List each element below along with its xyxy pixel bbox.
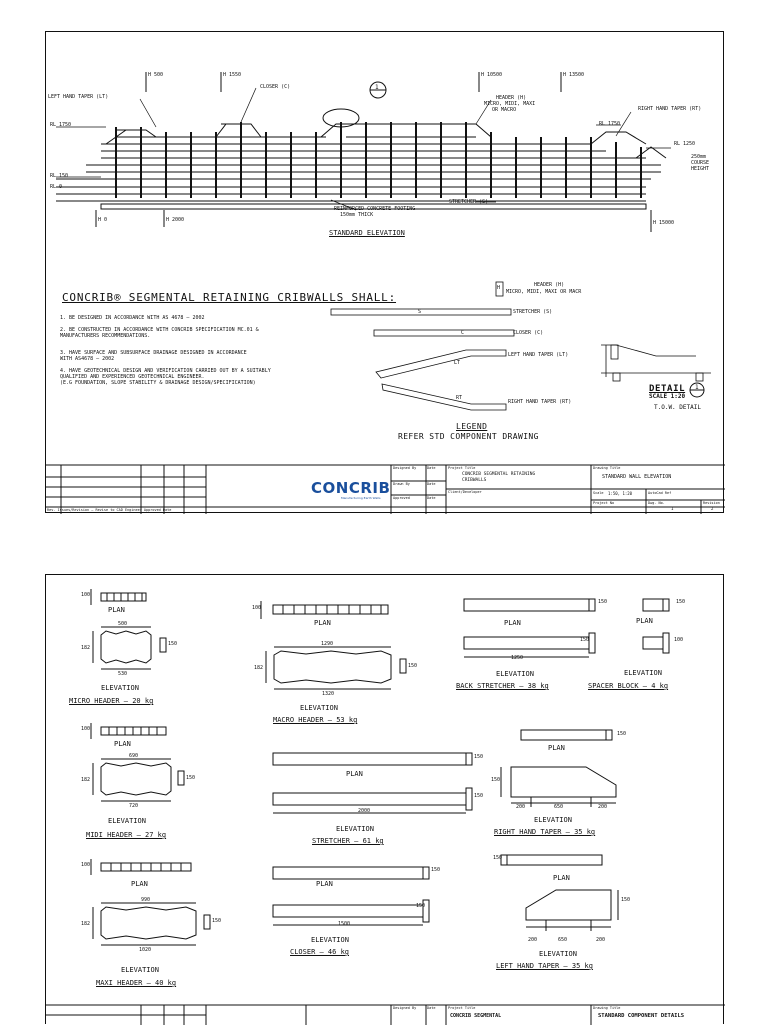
stretcher-elevation-label: ELEVATION (336, 825, 374, 833)
legend-subtitle: REFER STD COMPONENT DRAWING (398, 432, 539, 441)
label-header-sub2: OR MACRO (492, 107, 517, 113)
tb-autocad-label: AutoCad Ref (648, 491, 672, 495)
revision-table-headers: Rev. Issues/Revision — Revise to CAD Engineer Approved Date (47, 508, 172, 512)
maxi-dim-top: 990 (141, 897, 151, 903)
label-footing-2: 150mm THICK (340, 212, 374, 218)
left-taper-dim-a: 200 (528, 937, 538, 943)
spec-item: MANUFACTURERS RECOMMENDATIONS. (60, 333, 151, 339)
spec-item: 2. BE CONSTRUCTED IN ACCORDANCE WITH CONCRIB SPECIFICATION MC.01 & (60, 327, 259, 333)
spacer-name: SPACER BLOCK – 4 kg (588, 682, 669, 690)
label-course-2: COURSE (691, 160, 710, 166)
tb-drawn-by: Drawn By (393, 482, 410, 486)
label-closer: CLOSER (C) (260, 84, 291, 90)
tb-revision-value: 2 (711, 506, 714, 511)
tb-project-no: Project No (593, 501, 615, 505)
legend-stretcher: STRETCHER (S) (513, 309, 553, 315)
closer-dim-plan: 150 (431, 867, 441, 873)
label-h-15000: H 15000 (653, 220, 675, 226)
left-taper-dim-plan: 150 (493, 855, 503, 861)
tb-scale-value: 1:50, 1:20 (608, 491, 633, 496)
drawing-sheet-wall-elevation (45, 31, 724, 513)
midi-header-name: MIDI HEADER – 27 kg (86, 831, 167, 839)
label-rl-0: RL 0 (50, 184, 63, 190)
tb2-designed-by: Designed By (393, 1006, 417, 1010)
micro-dim-top: 500 (118, 621, 128, 627)
legend-header-2: MICRO, MIDI, MAXI OR MACR (506, 289, 582, 295)
left-taper-dim-b: 650 (558, 937, 568, 943)
tb-designed-by: Designed By (393, 466, 417, 470)
legend-stretcher-symbol: S (418, 309, 422, 315)
tb2-date: Date (427, 1006, 436, 1010)
maxi-dim-right: 150 (212, 918, 222, 924)
tb-approved: Approved (393, 496, 410, 500)
maxi-elevation-label: ELEVATION (121, 966, 159, 974)
spec-item: WITH AS4678 – 2002 (60, 356, 115, 362)
legend-header-symbol: H (497, 285, 501, 291)
legend-header-1: HEADER (H) (534, 282, 565, 288)
label-h-0: H 0 (98, 217, 108, 223)
label-h-13500: H 13500 (563, 72, 585, 78)
left-taper-name: LEFT HAND TAPER – 35 kg (496, 962, 593, 970)
closer-name: CLOSER – 46 kg (290, 948, 350, 956)
elevation-drawing (46, 32, 725, 514)
right-taper-dim-c: 200 (598, 804, 608, 810)
spec-item: (E.G FOUNDATION, SLOPE STABILITY & DRAINAGE DESIGN/SPECIFICATION) (60, 380, 256, 386)
concrib-logo: CONCRIB (311, 479, 391, 497)
micro-dim-side: 182 (81, 645, 91, 651)
label-course-3: HEIGHT (691, 166, 710, 172)
tb2-project-title-label: Project Title (448, 1006, 476, 1010)
stretcher-dim-plan: 150 (474, 754, 484, 760)
label-header-sub1: MICRO, MIDI, MAXI (484, 101, 536, 107)
macro-plan-label: PLAN (314, 619, 331, 627)
right-taper-dim-side: 150 (491, 777, 501, 783)
macro-dim-plan: 100 (252, 605, 262, 611)
closer-dim-bottom: 1500 (338, 921, 351, 927)
back-stretcher-plan-label: PLAN (504, 619, 521, 627)
tb-dwg-no-value: 1 (671, 506, 674, 511)
tb-project-title-2: CRIBWALLS (462, 478, 487, 483)
label-header: HEADER (H) (496, 95, 527, 101)
legend-right-taper-symbol: RT (456, 395, 463, 401)
left-taper-dim-side: 150 (621, 897, 631, 903)
right-taper-dim-b: 650 (554, 804, 564, 810)
label-rl-1250: RL 1250 (674, 141, 696, 147)
tb-dwg-no: Dwg. No. (648, 501, 665, 505)
micro-dim-plan: 100 (81, 592, 91, 598)
spacer-dim-plan: 150 (676, 599, 686, 605)
back-stretcher-dim-plan: 150 (598, 599, 608, 605)
tb2-drawing-title-label: Drawing Title (593, 1006, 621, 1010)
tb-project-title-label: Project Title (448, 466, 476, 470)
macro-dim-bottom: 1320 (322, 691, 335, 697)
macro-header-name: MACRO HEADER – 53 kg (273, 716, 358, 724)
detail-marker-number: 1 (375, 84, 379, 91)
tb-scale-label: Scale (593, 491, 604, 495)
label-right-taper: RIGHT HAND TAPER (RT) (638, 106, 702, 112)
macro-dim-top: 1290 (321, 641, 334, 647)
left-taper-elevation-label: ELEVATION (539, 950, 577, 958)
detail-title: DETAIL (649, 384, 686, 394)
back-stretcher-dim-right: 150 (580, 637, 590, 643)
midi-dim-side: 182 (81, 777, 91, 783)
right-taper-dim-plan: 150 (617, 731, 627, 737)
component-drawings (46, 575, 725, 1025)
tb2-project-title: CONCRIB SEGMENTAL (450, 1013, 502, 1019)
maxi-dim-plan: 100 (81, 862, 91, 868)
stretcher-dim-right: 150 (474, 793, 484, 799)
spacer-plan-label: PLAN (636, 617, 653, 625)
spec-item: 3. HAVE SURFACE AND SUBSURFACE DRAINAGE DESIGNED IN ACCORDANCE (60, 350, 247, 356)
midi-dim-plan: 100 (81, 726, 91, 732)
label-rl-1750-left: RL 1750 (50, 122, 72, 128)
right-taper-elevation-label: ELEVATION (534, 816, 572, 824)
back-stretcher-name: BACK STRETCHER – 38 kg (456, 682, 549, 690)
drawing-sheet-component-details (45, 574, 724, 1024)
label-rl-150: RL 150 (50, 173, 69, 179)
micro-dim-right: 150 (168, 641, 178, 647)
spacer-dim-side: 100 (674, 637, 684, 643)
tb-date: Date (427, 482, 436, 486)
spec-title: CONCRIB® SEGMENTAL RETAINING CRIBWALLS SHALL: (62, 291, 397, 304)
spacer-elevation-label: ELEVATION (624, 669, 662, 677)
right-taper-name: RIGHT HAND TAPER – 35 kg (494, 828, 596, 836)
micro-plan-label: PLAN (108, 606, 125, 614)
tb-date: Date (427, 496, 436, 500)
midi-plan-label: PLAN (114, 740, 131, 748)
back-stretcher-dim-bottom: 1250 (511, 655, 524, 661)
maxi-dim-side: 182 (81, 921, 91, 927)
maxi-plan-label: PLAN (131, 880, 148, 888)
stretcher-name: STRETCHER – 61 kg (312, 837, 384, 845)
tb-project-title-1: CONCRIB SEGMENTAL RETAINING (462, 472, 536, 477)
macro-elevation-label: ELEVATION (300, 704, 338, 712)
legend-title: LEGEND (456, 422, 488, 431)
legend-right-taper: RIGHT HAND TAPER (RT) (508, 399, 572, 405)
tb-date: Date (427, 466, 436, 470)
label-h-10500: H 10500 (481, 72, 503, 78)
stretcher-plan-label: PLAN (346, 770, 363, 778)
maxi-dim-bottom: 1020 (139, 947, 152, 953)
spec-item: QUALIFIED AND EXPERIENCED GEOTECHNICAL ENGINEER. (60, 374, 205, 380)
detail-scale: SCALE 1:20 (649, 393, 686, 400)
spec-item: 4. HAVE GEOTECHNICAL DESIGN AND VERIFICATION CARRIED OUT BY A SUITABLY (60, 368, 271, 374)
tb2-drawing-title: STANDARD COMPONENT DETAILS (598, 1013, 685, 1019)
tb-drawing-title: STANDARD WALL ELEVATION (602, 474, 672, 480)
label-stretcher: STRETCHER (S) (449, 199, 489, 205)
macro-dim-side: 182 (254, 665, 264, 671)
midi-elevation-label: ELEVATION (108, 817, 146, 825)
concrib-logo-tagline: Manufacturing Earth Walls (341, 496, 381, 500)
left-taper-plan-label: PLAN (553, 874, 570, 882)
tb-client-label: Client/Developer (448, 490, 482, 494)
label-course-1: 250mm (691, 154, 707, 160)
midi-dim-right: 150 (186, 775, 196, 781)
tb-revision: Revision (703, 501, 720, 505)
maxi-header-name: MAXI HEADER – 40 kg (96, 979, 177, 987)
stretcher-dim-bottom: 2000 (358, 808, 371, 814)
detail-number: 1 (695, 384, 699, 391)
macro-dim-right: 150 (408, 663, 418, 669)
right-taper-dim-a: 200 (516, 804, 526, 810)
left-taper-dim-c: 200 (596, 937, 606, 943)
label-rl-1750-right: RL 1750 (599, 121, 621, 127)
midi-dim-bottom: 720 (129, 803, 139, 809)
label-footing-1: REINFORCED CONCRETE FOOTING (334, 206, 416, 212)
legend-left-taper-symbol: LT (454, 360, 461, 366)
elevation-title: STANDARD ELEVATION (329, 229, 405, 237)
label-h-2000: H 2000 (166, 217, 185, 223)
closer-dim-right: 150 (416, 903, 426, 909)
micro-header-name: MICRO HEADER – 20 kg (69, 697, 154, 705)
label-h-500: H 500 (148, 72, 164, 78)
legend-closer: CLOSER (C) (513, 330, 544, 336)
micro-dim-bottom: 530 (118, 671, 128, 677)
tb-drawing-title-label: Drawing Title (593, 466, 621, 470)
legend-left-taper: LEFT HAND TAPER (LT) (508, 352, 569, 358)
micro-elevation-label: ELEVATION (101, 684, 139, 692)
label-h-1550: H 1550 (223, 72, 242, 78)
midi-dim-top: 690 (129, 753, 139, 759)
label-left-taper: LEFT HAND TAPER (LT) (48, 94, 109, 100)
detail-caption: T.O.W. DETAIL (654, 404, 701, 411)
closer-plan-label: PLAN (316, 880, 333, 888)
back-stretcher-elevation-label: ELEVATION (496, 670, 534, 678)
right-taper-plan-label: PLAN (548, 744, 565, 752)
closer-elevation-label: ELEVATION (311, 936, 349, 944)
spec-item: 1. BE DESIGNED IN ACCORDANCE WITH AS 4678 – 2002 (60, 315, 205, 321)
legend-closer-symbol: C (461, 330, 465, 336)
